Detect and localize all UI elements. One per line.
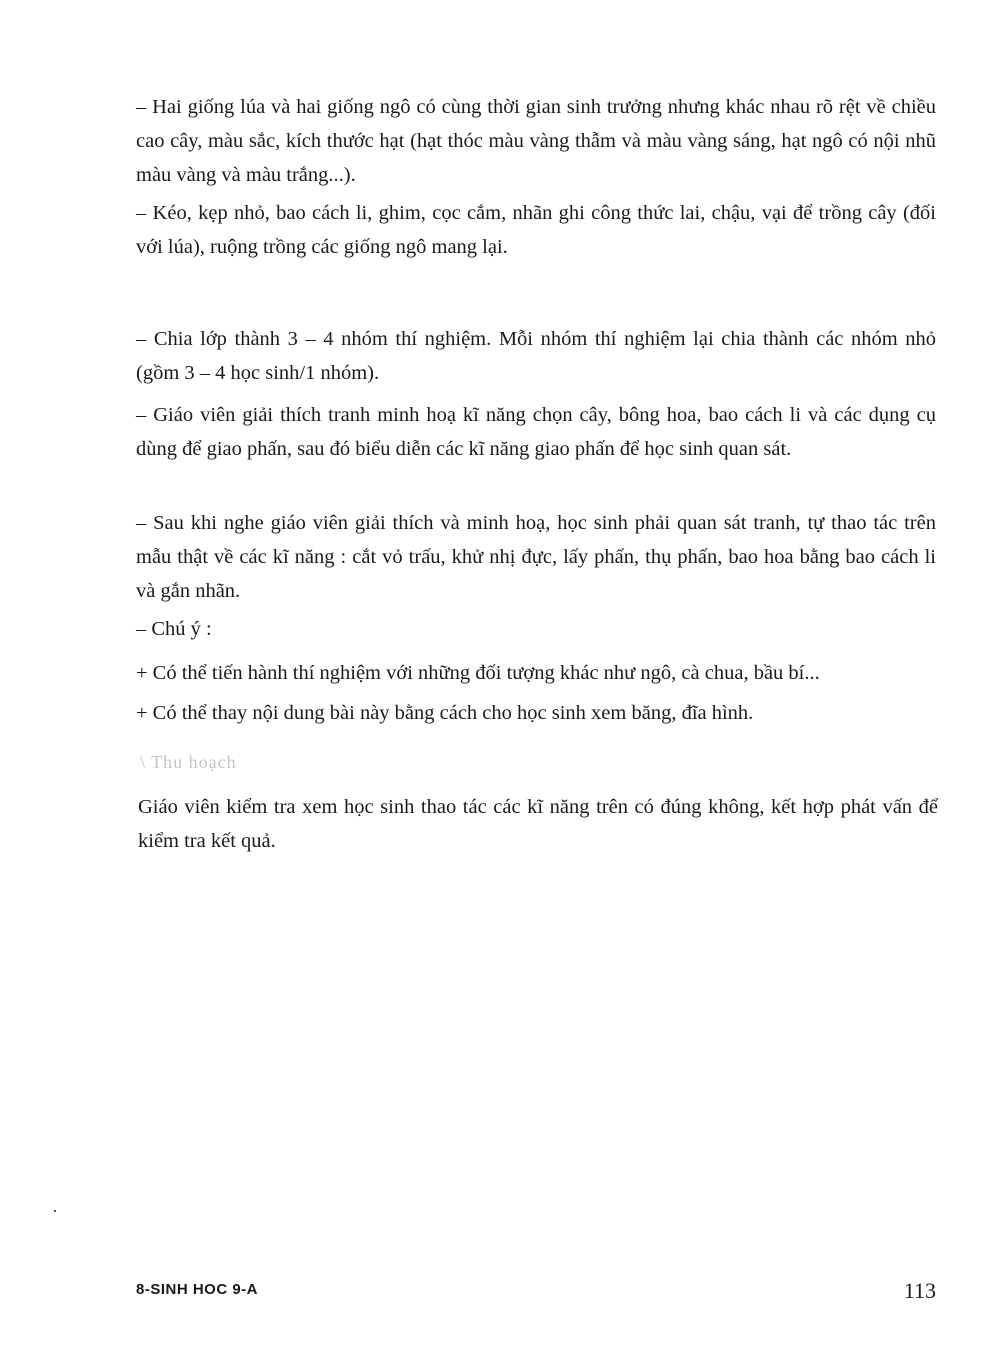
scan-speck [54,1210,56,1212]
paragraph-teacher-explains: – Giáo viên giải thích tranh minh hoạ kĩ năng chọn cây, bông hoa, bao cách li và các dụng cụ dùng để giao phấn, sau đó biểu diễn các kĩ năng giao phấn để học sinh quan sát. [136,404,936,460]
page-number: 113 [903,1278,936,1303]
footer-label: 8-SINH HOC 9-A [136,1281,259,1298]
paragraph-note-heading: – Chú ý : [136,618,212,640]
paragraph-assessment: Giáo viên kiểm tra xem học sinh thao tác các kĩ năng trên có đúng không, kết hợp phát vấn để kiểm tra kết quả. [138,796,938,852]
paragraph-materials-tools: – Kéo, kẹp nhỏ, bao cách li, ghim, cọc cắm, nhãn ghi công thức lai, chậu, vại để trồng cây (đối với lúa), ruộng trồng các giống ngô mang lại. [136,202,936,258]
paragraph-note-1: + Có thể tiến hành thí nghiệm với những đối tượng khác như ngô, cà chua, bầu bí... [136,662,820,684]
section-heading-faint: \ Thu hoạch [140,752,237,772]
paragraph-materials-seeds: – Hai giống lúa và hai giống ngô có cùng thời gian sinh trưởng nhưng khác nhau rõ rệt về chiều cao cây, màu sắc, kích thước hạt (hạt thóc màu vàng thẫm và màu vàng sáng, hạt ngô có nội nhũ màu vàng và màu trắng...). [136,96,936,186]
paragraph-student-practice: – Sau khi nghe giáo viên giải thích và minh hoạ, học sinh phải quan sát tranh, tự thao tác trên mẫu thật về các kĩ năng : cắt vỏ trấu, khử nhị đực, lấy phấn, thụ phấn, bao hoa bằng bao cách li và gắn nhãn. [136,512,936,602]
paragraph-note-2: + Có thể thay nội dung bài này bằng cách cho học sinh xem băng, đĩa hình. [136,702,754,724]
paragraph-group-division: – Chia lớp thành 3 – 4 nhóm thí nghiệm. Mỗi nhóm thí nghiệm lại chia thành các nhóm nhỏ (gồm 3 – 4 học sinh/1 nhóm). [136,328,936,384]
